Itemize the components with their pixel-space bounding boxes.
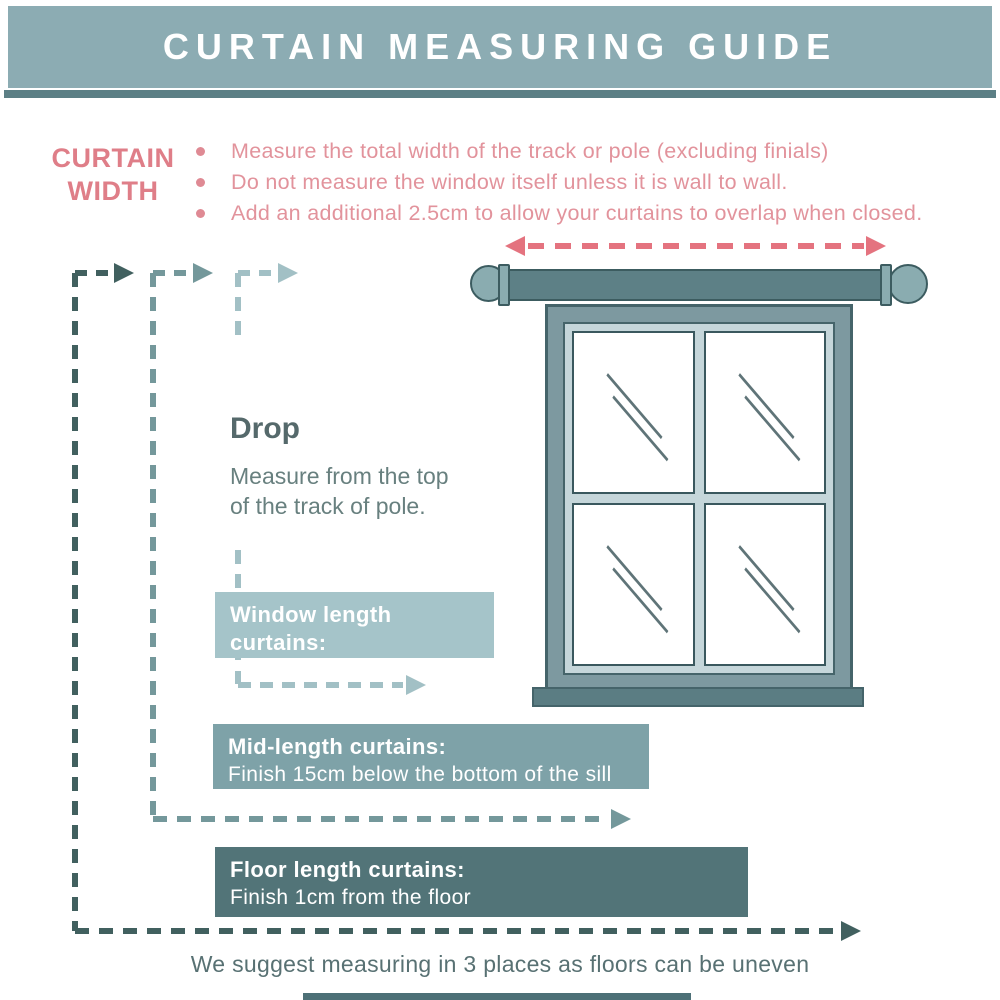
box-subtitle: Finish 15cm below the bottom of the sill bbox=[228, 763, 612, 786]
drop-description-line2: of the track of pole. bbox=[230, 493, 426, 519]
curtain-width-label-line1: CURTAIN bbox=[51, 143, 175, 173]
window-pane bbox=[572, 331, 695, 494]
box-subtitle: Finish 1cm from the floor bbox=[230, 886, 472, 909]
window-pane-grid bbox=[572, 331, 826, 666]
page-title: CURTAIN MEASURING GUIDE bbox=[162, 26, 838, 67]
box-title: Floor length curtains: bbox=[230, 857, 465, 882]
pole-finial-right-icon bbox=[888, 264, 928, 304]
box-subtitle: Finish 1cm above the sill bbox=[230, 659, 470, 682]
pole-rod bbox=[500, 269, 892, 301]
drop-description-line1: Measure from the top bbox=[230, 463, 449, 489]
drop-description bbox=[230, 461, 449, 521]
floor-length-box bbox=[215, 847, 748, 917]
glass-reflection-icon bbox=[706, 505, 825, 664]
glass-reflection-icon bbox=[574, 333, 693, 492]
glass-reflection-icon bbox=[706, 333, 825, 492]
bullet-text: Do not measure the window itself unless it is wall to wall. bbox=[231, 170, 788, 194]
drop-title: Drop bbox=[230, 412, 300, 445]
glass-reflection-icon bbox=[574, 505, 693, 664]
pole-collar-left bbox=[498, 264, 510, 306]
curtain-width-label-line2: WIDTH bbox=[67, 176, 159, 206]
window-pane bbox=[704, 503, 827, 666]
window-pane bbox=[704, 331, 827, 494]
bottom-accent-bar bbox=[303, 993, 691, 1000]
window-inner-frame bbox=[563, 322, 835, 675]
window-illustration bbox=[545, 304, 853, 691]
box-title: Window length curtains: bbox=[230, 602, 392, 655]
pole-collar-right bbox=[880, 264, 892, 306]
window-length-box bbox=[215, 592, 494, 682]
curtain-width-arrow bbox=[505, 236, 886, 256]
window-sill bbox=[532, 687, 864, 707]
window-pane bbox=[572, 503, 695, 666]
bullet-text: Measure the total width of the track or pole (excluding finials) bbox=[231, 139, 829, 163]
box-title: Mid-length curtains: bbox=[228, 734, 447, 759]
bullet-text: Add an additional 2.5cm to allow your curtains to overlap when closed. bbox=[231, 201, 923, 225]
mid-length-box bbox=[213, 724, 649, 789]
footer-note: We suggest measuring in 3 places as floors can be uneven bbox=[190, 951, 810, 977]
